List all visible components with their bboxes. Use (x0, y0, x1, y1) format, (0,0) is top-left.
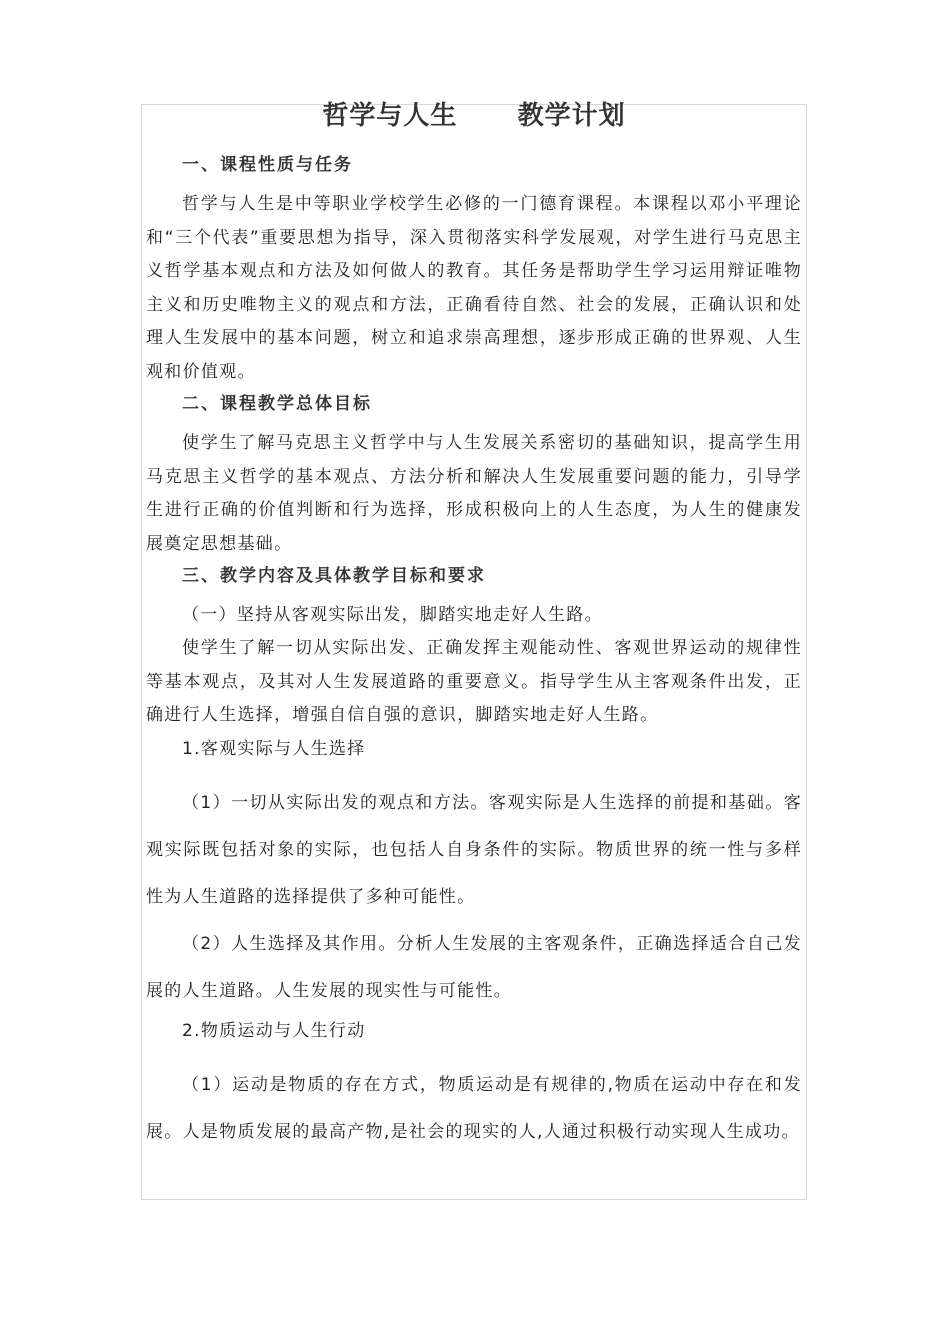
topic-1-item-2: （2）人生选择及其作用。分析人生发展的主客观条件，正确选择适合自己发展的人生道路。人生发展的现实性与可能性。 (146, 933, 802, 1001)
section-paragraph-course-nature: 哲学与人生是中等职业学校学生必修的一门德育课程。本课程以邓小平理论和“三个代表”重要思想为指导，深入贯彻落实科学发展观，对学生进行马克思主义哲学基本观点和方法及如何做人的教育。其任务是帮助学生学习运用辩证唯物主义和历史唯物主义的观点和方法，正确看待自然、社会的发展，正确认识和处理人生发展中的基本问题，树立和追求崇高理想，逐步形成正确的世界观、人生观和价值观。 (146, 194, 802, 382)
section-heading-teaching-content: 三、教学内容及具体教学目标和要求 (182, 566, 486, 586)
topic-title-2: 2.物质运动与人生行动 (182, 1020, 366, 1041)
section-heading-course-nature: 一、课程性质与任务 (182, 155, 353, 175)
section-paragraph-overall-goals: 使学生了解马克思主义哲学中与人生发展关系密切的基础知识，提高学生用马克思主义哲学的基本观点、方法分析和解决人生发展重要问题的能力，引导学生进行正确的价值判断和行为选择，形成积极向上的人生态度，为人生的健康发展奠定思想基础。 (146, 433, 802, 554)
topic-2-item-1: （1）运动是物质的存在方式，物质运动是有规律的,物质在运动中存在和发展。人是物质发展的最高产物,是社会的现实的人,人通过积极行动实现人生成功。 (146, 1074, 802, 1142)
unit-title: （一）坚持从客观实际出发，脚踏实地走好人生路。 (182, 605, 603, 625)
section-heading-overall-goals: 二、课程教学总体目标 (182, 394, 372, 414)
topic-title-1: 1.客观实际与人生选择 (182, 738, 366, 759)
document-title: 哲学与人生 教学计划 (322, 101, 626, 131)
unit-intro-paragraph: 使学生了解一切从实际出发、正确发挥主观能动性、客观世界运动的规律性等基本观点，及其对人生发展道路的重要意义。指导学生从主客观条件出发，正确进行人生选择，增强自信自强的意识，脚踏实地走好人生路。 (146, 638, 802, 725)
topic-1-item-1: （1）一切从实际出发的观点和方法。客观实际是人生选择的前提和基础。客观实际既包括对象的实际，也包括人自身条件的实际。物质世界的统一性与多样性为人生道路的选择提供了多种可能性。 (146, 792, 802, 907)
document-body (146, 98, 802, 1156)
